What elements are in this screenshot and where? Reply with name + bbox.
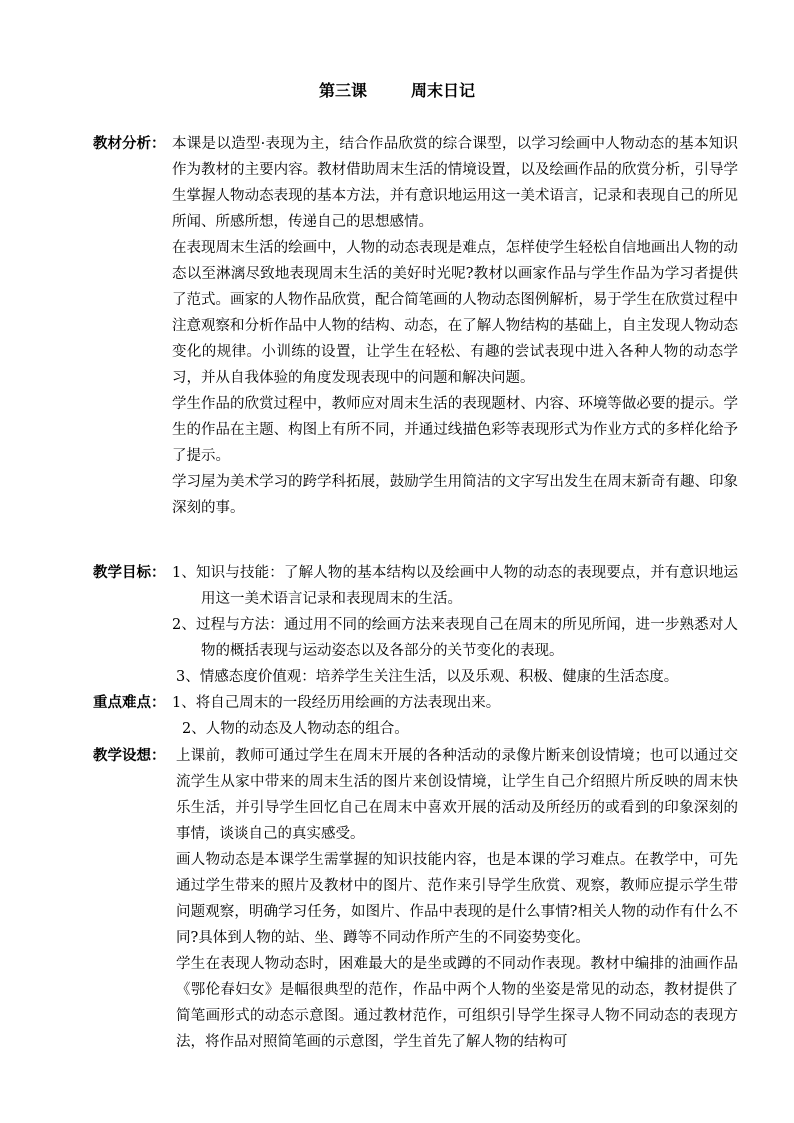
keypoint-item-1: 1、将自己周末的一段经历用绘画的方法表现出来。 xyxy=(172,695,501,711)
goals-list xyxy=(172,560,738,690)
analysis-label: 教材分析： xyxy=(93,135,166,152)
analysis-paragraph-2: 在表现周末生活的绘画中，人物的动态表现是难点，怎样使学生轻松自信地画出人物的动态以至淋漓尽致地表现周末生活的美好时光呢?教材以画家作品与学生作品为学习者提供了范式。画家的人物作品欣赏，配合简笔画的人物动态图例解析，易于学生在欣赏过程中注意观察和分析作品中人物的结构、动态，在了解人物结构的基础上，自主发现人物动态变化的规律。小训练的设置，让学生在轻松、有趣的尝试表现中进入各种人物的动态学习，并从自我体验的角度发现表现中的问题和解决问题。 xyxy=(172,240,738,386)
page-title xyxy=(0,78,794,101)
analysis-paragraph-1: 本课是以造型·表现为主，结合作品欣赏的综合课型，以学习绘画中人物动态的基本知识作为教材的主要内容。教材借助周末生活的情境设置，以及绘画作品的欣赏分析，引导学生掌握人物动态表现的基本方法，并有意识地运用这一美术语言，记录和表现自己的所见所闻、所感所想，传递自己的思想感情。 xyxy=(172,136,738,230)
design-paragraph-1: 上课前，教师可通过学生在周末开展的各种活动的录像片断来创设情境；也可以通过交流学生从家中带来的周末生活的图片来创设情境，让学生自己介绍照片所反映的周末快乐生活，并引导学生回忆自己在周末中喜欢开展的活动及所经历的或看到的印象深刻的事情，谈谈自己的真实感受。 xyxy=(176,748,738,842)
keypoints-list xyxy=(172,690,738,742)
goal-item-1: 1、知识与技能：了解人物的基本结构以及绘画中人物的动态的表现要点，并有意识地运用这一美术语言记录和表现周末的生活。 xyxy=(172,565,738,607)
analysis-paragraph-3: 学生作品的欣赏过程中，教师应对周末生活的表现题材、内容、环境等做必要的提示。学生的作品在主题、构图上有所不同，并通过线描色彩等表现形式为作业方式的多样化给予了提示。 xyxy=(172,396,738,464)
design-paragraph-2: 画人物动态是本课学生需掌握的知识技能内容，也是本课的学习难点。在教学中，可先通过学生带来的照片及教材中的图片、范作来引导学生欣赏、观察，教师应提示学生带问题观察，明确学习任务，如图片、作品中表现的是什么事情?相关人物的动作有什么不同?具体到人物的站、坐、蹲等不同动作所产生的不同姿势变化。 xyxy=(176,852,738,946)
design-paragraph-3: 学生在表现人物动态时，困难最大的是坐或蹲的不同动作表现。教材中编排的油画作品《鄂伦春妇女》是幅很典型的范作，作品中两个人物的坐姿是常见的动态，教材提供了简笔画形式的动态示意图。通过教材范作，可组织引导学生探寻人物不同动态的表现方法，将作品对照简笔画的示意图，学生首先了解人物的结构可 xyxy=(176,956,738,1050)
analysis-section xyxy=(172,131,738,521)
goal-item-3: 3、情感态度价值观：培养学生关注生活，以及乐观、积极、健康的生活态度。 xyxy=(176,669,679,685)
keypoint-item-2: 2、人物的动态及人物动态的组合。 xyxy=(182,721,409,737)
lesson-title: 周末日记 xyxy=(411,81,476,100)
design-label: 教学设想： xyxy=(93,747,166,764)
goals-label: 教学目标： xyxy=(93,564,166,581)
lesson-number: 第三课 xyxy=(318,81,367,100)
goal-item-2: 2、过程与方法：通过用不同的绘画方法来表现自己在周末的所见所闻，进一步熟悉对人物的概括表现与运动姿态以及各部分的关节变化的表现。 xyxy=(172,617,738,659)
design-section xyxy=(176,743,738,1055)
keypoints-label: 重点难点： xyxy=(93,694,166,711)
analysis-paragraph-4: 学习屋为美术学习的跨学科拓展，鼓励学生用简洁的文字写出发生在周末新奇有趣、印象深刻的事。 xyxy=(172,474,738,516)
